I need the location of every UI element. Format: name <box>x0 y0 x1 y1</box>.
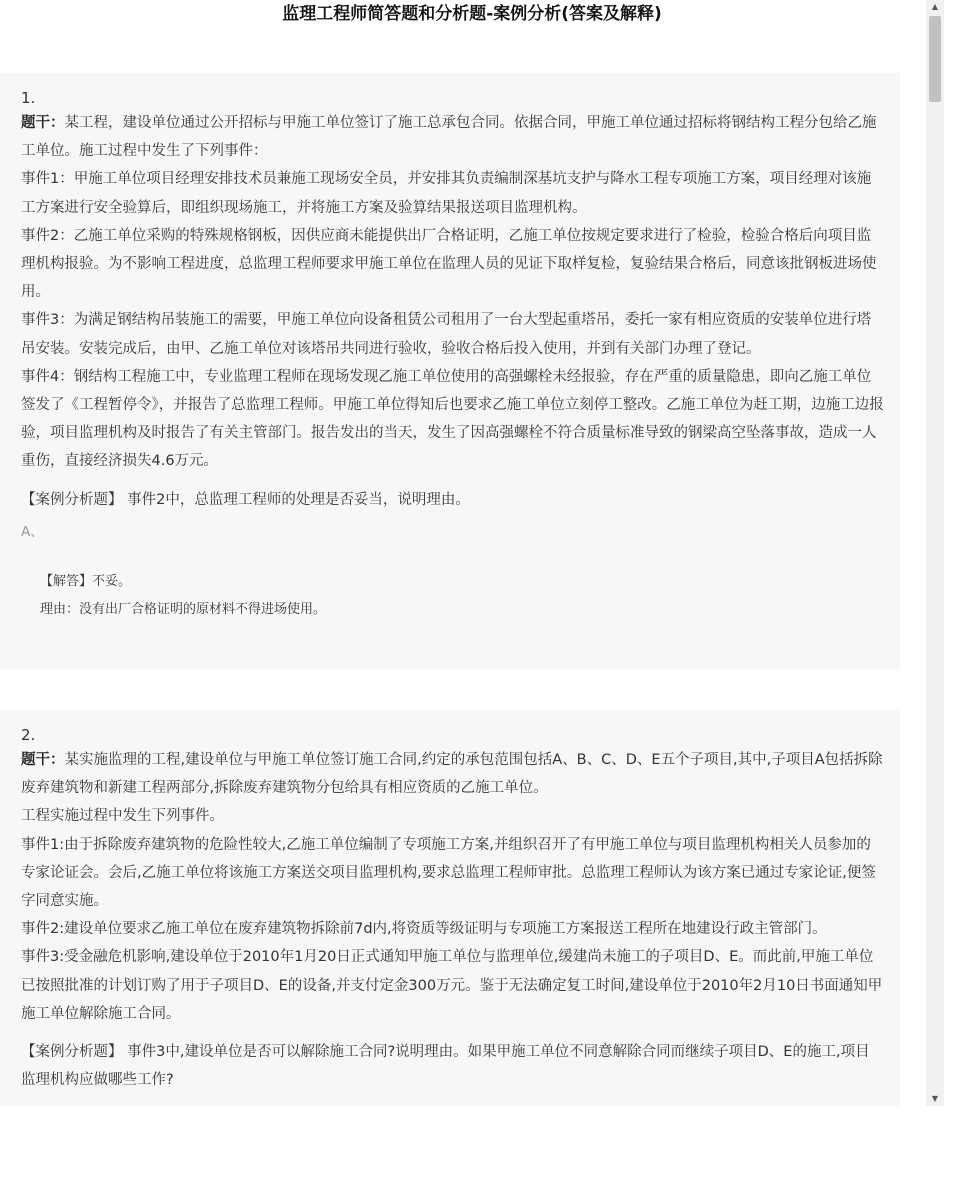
vertical-scrollbar[interactable] <box>926 0 944 1106</box>
event-paragraph: 事件3：为满足钢结构吊装施工的需要，甲施工单位向设备租赁公司租用了一台大型起重塔吊，委托一家有相应资质的安装单位进行塔吊安装。安装完成后，由甲、乙施工单位对该塔吊共同进行验收，验收合格后投入使用，并到有关部门办理了登记。 <box>21 312 872 357</box>
sub-question: 【案例分析题】 事件3中,建设单位是否可以解除施工合同?说明理由。如果甲施工单位不同意解除合同而继续子项目D、E的施工,项目监理机构应做哪些工作? <box>21 1044 870 1089</box>
question-number: 1. <box>21 89 36 107</box>
sub-question: 【案例分析题】 事件2中，总监理工程师的处理是否妥当，说明理由。 <box>21 491 470 508</box>
stem-text: 某工程，建设单位通过公开招标与甲施工单位签订了施工总承包合同。依据合同，甲施工单位通过招标将钢结构工程分包给乙施工单位。施工过程中发生了下列事件： <box>21 115 877 160</box>
question-card-2 <box>0 710 900 1106</box>
event-paragraph: 事件1:由于拆除废弃建筑物的危险性较大,乙施工单位编制了专项施工方案,并组织召开了有甲施工单位与项目监理机构相关人员参加的专家论证会。会后,乙施工单位将该施工方案送交项目监理机构,要求总监理工程师审批。总监理工程师认为该方案已通过专家论证,便签字同意实施。 <box>21 836 876 910</box>
event-paragraph: 事件4：钢结构工程施工中，专业监理工程师在现场发现乙施工单位使用的高强螺栓未经报验，存在严重的质量隐患，即向乙施工单位签发了《工程暂停令》，并报告了总监理工程师。甲施工单位得知后也要求乙施工单位立刻停工整改。乙施工单位为赶工期，边施工边报验，项目监理机构及时报告了有关主管部门。报告发出的当天，发生了因高强螺栓不符合质量标准导致的钢梁高空坠落事故，造成一人重伤，直接经济损失4.6万元。 <box>21 368 884 470</box>
answer-line: 理由：没有出厂合格证明的原材料不得进场使用。 <box>40 601 327 617</box>
stem-label: 题干： <box>21 752 65 768</box>
question-stem <box>21 746 884 802</box>
page-title: 监理工程师简答题和分析题-案例分析(答案及解释) <box>282 4 662 24</box>
question-number: 2. <box>21 726 36 744</box>
scroll-down-arrow-icon[interactable]: ▼ <box>931 1094 939 1103</box>
event-paragraph: 工程实施过程中发生下列事件。 <box>21 808 224 825</box>
scrollbar-thumb[interactable] <box>929 16 941 102</box>
event-paragraph: 事件2:建设单位要求乙施工单位在废弃建筑物拆除前7d内,将资质等级证明与专项施工方案报送工程所在地建设行政主管部门。 <box>21 921 827 938</box>
event-paragraph: 事件3:受金融危机影响,建设单位于2010年1月20日正式通知甲施工单位与监理单位,缓建尚未施工的子项目D、E。而此前,甲施工单位已按照批准的计划订购了用于子项目D、E的设备,并支付定金300万元。鉴于无法确定复工时间,建设单位于2010年2月10日书面通知甲施工单位解除施工合同。 <box>21 949 883 1022</box>
stem-label: 题干： <box>21 115 65 131</box>
answer-option[interactable]: A、 <box>21 523 44 540</box>
event-paragraph: 事件2：乙施工单位采购的特殊规格钢板，因供应商未能提供出厂合格证明，乙施工单位按规定要求进行了检验，检验合格后向项目监理机构报验。为不影响工程进度，总监理工程师要求甲施工单位在监理人员的见证下取样复检，复验结果合格后，同意该批钢板进场使用。 <box>21 227 877 301</box>
scroll-up-arrow-icon[interactable]: ▲ <box>931 2 939 11</box>
answer-block <box>40 568 884 624</box>
question-card-1 <box>0 73 900 670</box>
question-stem <box>21 109 884 165</box>
stem-text: 某实施监理的工程,建设单位与甲施工单位签订施工合同,约定的承包范围包括A、B、C、D、E五个子项目,其中,子项目A包括拆除废弃建筑物和新建工程两部分,拆除废弃建筑物分包给具有相应资质的乙施工单位。 <box>21 752 883 797</box>
answer-line: 【解答】不妥。 <box>40 573 132 589</box>
event-paragraph: 事件1：甲施工单位项目经理安排技术员兼施工现场安全员，并安排其负责编制深基坑支护与降水工程专项施工方案，项目经理对该施工方案进行安全验算后，即组织现场施工，并将施工方案及验算结果报送项目监理机构。 <box>21 171 872 216</box>
